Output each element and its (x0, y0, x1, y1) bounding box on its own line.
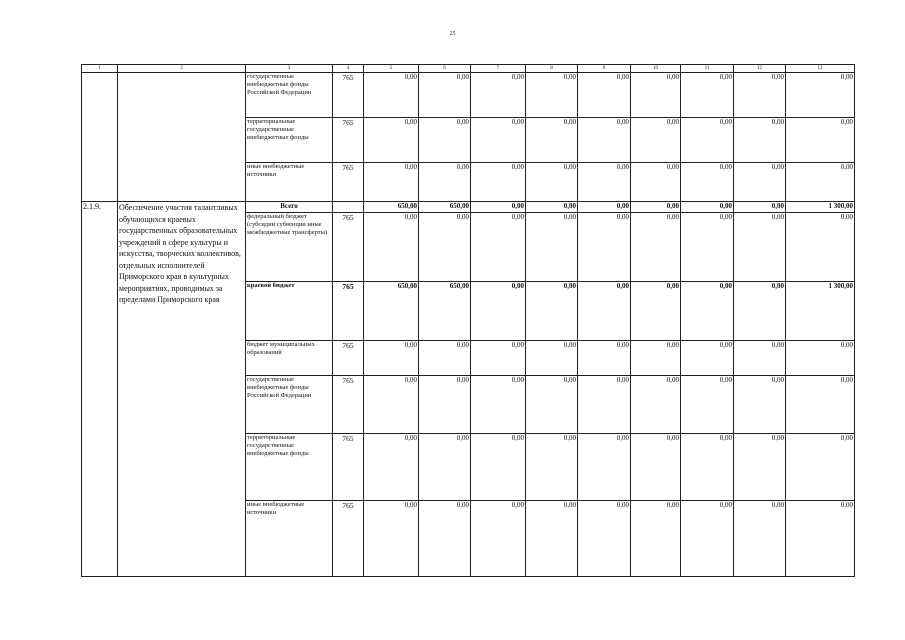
value-cell-col-12: 0,00 (734, 73, 786, 117)
value-cell-col-13: 1 300,00 (786, 202, 855, 213)
value-cell-col-7: 0,00 (471, 433, 526, 501)
value-cell-col-5: 0,00 (364, 213, 419, 282)
value-cell-col-7: 0,00 (471, 501, 526, 577)
column-number-2: 2 (118, 65, 246, 73)
value-cell-col-10: 0,00 (631, 282, 681, 341)
value-cell-col-10: 0,00 (631, 213, 681, 282)
value-cell-col-12: 0,00 (734, 340, 786, 375)
value-cell-col-12: 0,00 (734, 202, 786, 213)
value-cell-col-5: 0,00 (364, 117, 419, 162)
value-cell-col-6: 0,00 (419, 501, 471, 577)
value-cell-col-13: 0,00 (786, 433, 855, 501)
item-description: Обеспечение участия талантливых обучающихся краевых государственных образовательных учреждений в сфере культуры и искусства, творческих коллективов, отдельных исполнителей Приморского края в культурных мероприятиях, проводимых за пределами Приморского края (118, 202, 246, 577)
funding-source-cell: иные внебюджетные источники (246, 162, 333, 201)
value-cell-col-12: 0,00 (734, 162, 786, 201)
column-number-row (82, 65, 855, 73)
column-number-5: 5 (364, 65, 419, 73)
code-cell: 765 (333, 117, 364, 162)
value-cell-col-10: 0,00 (631, 433, 681, 501)
value-cell-col-10: 0,00 (631, 340, 681, 375)
funding-source-cell: иные внебюджетные источники (246, 501, 333, 577)
column-number-13: 13 (786, 65, 855, 73)
code-cell: 765 (333, 433, 364, 501)
value-cell-col-9: 0,00 (578, 375, 631, 433)
value-cell-col-9: 0,00 (578, 73, 631, 117)
total-label: Всего (246, 202, 333, 213)
value-cell-col-6: 0,00 (419, 433, 471, 501)
value-cell-col-7: 0,00 (471, 282, 526, 341)
value-cell-col-10: 0,00 (631, 375, 681, 433)
value-cell-col-9: 0,00 (578, 501, 631, 577)
code-cell: 765 (333, 213, 364, 282)
code-cell: 765 (333, 501, 364, 577)
value-cell-col-11: 0,00 (681, 117, 734, 162)
value-cell-col-9: 0,00 (578, 282, 631, 341)
value-cell-col-8: 0,00 (526, 162, 578, 201)
value-cell-col-10: 0,00 (631, 501, 681, 577)
budget-table (81, 64, 855, 577)
value-cell-col-12: 0,00 (734, 213, 786, 282)
funding-source-cell: территориальные государственные внебюджетные фонды (246, 117, 333, 162)
code-cell: 765 (333, 340, 364, 375)
column-number-1: 1 (82, 65, 118, 73)
value-cell-col-8: 0,00 (526, 282, 578, 341)
value-cell-col-6: 0,00 (419, 117, 471, 162)
column-number-8: 8 (526, 65, 578, 73)
value-cell-col-7: 0,00 (471, 162, 526, 201)
value-cell-col-11: 0,00 (681, 202, 734, 213)
code-cell: 765 (333, 162, 364, 201)
value-cell-col-13: 0,00 (786, 340, 855, 375)
value-cell-col-5: 0,00 (364, 433, 419, 501)
value-cell-col-8: 0,00 (526, 73, 578, 117)
value-cell-col-8: 0,00 (526, 117, 578, 162)
value-cell-col-9: 0,00 (578, 433, 631, 501)
value-cell-col-6: 650,00 (419, 202, 471, 213)
column-number-3: 3 (246, 65, 333, 73)
value-cell-col-9: 0,00 (578, 117, 631, 162)
value-cell-col-5: 0,00 (364, 375, 419, 433)
value-cell-col-13: 1 300,00 (786, 282, 855, 341)
column-number-10: 10 (631, 65, 681, 73)
column-number-7: 7 (471, 65, 526, 73)
page-number: 25 (449, 31, 456, 37)
funding-source-cell: федеральный бюджет (субсидии субвенции иные межбюджетные трансферты) (246, 213, 333, 282)
code-cell (333, 202, 364, 213)
value-cell-col-7: 0,00 (471, 117, 526, 162)
value-cell-col-10: 0,00 (631, 73, 681, 117)
value-cell-col-7: 0,00 (471, 73, 526, 117)
value-cell-col-11: 0,00 (681, 73, 734, 117)
table-row (82, 73, 855, 117)
value-cell-col-5: 0,00 (364, 340, 419, 375)
funding-source-cell: краевой бюджет (246, 282, 333, 341)
value-cell-col-12: 0,00 (734, 433, 786, 501)
value-cell-col-13: 0,00 (786, 117, 855, 162)
value-cell-col-13: 0,00 (786, 501, 855, 577)
value-cell-col-7: 0,00 (471, 340, 526, 375)
value-cell-col-5: 0,00 (364, 501, 419, 577)
value-cell-col-6: 0,00 (419, 375, 471, 433)
code-cell: 765 (333, 282, 364, 341)
value-cell-col-8: 0,00 (526, 213, 578, 282)
code-cell: 765 (333, 375, 364, 433)
value-cell-col-11: 0,00 (681, 282, 734, 341)
funding-source-cell: государственные внебюджетные фонды Российской Федерации (246, 375, 333, 433)
value-cell-col-11: 0,00 (681, 501, 734, 577)
value-cell-col-5: 0,00 (364, 162, 419, 201)
value-cell-col-7: 0,00 (471, 202, 526, 213)
value-cell-col-6: 0,00 (419, 340, 471, 375)
value-cell-col-13: 0,00 (786, 162, 855, 201)
value-cell-col-13: 0,00 (786, 375, 855, 433)
value-cell-col-8: 0,00 (526, 375, 578, 433)
value-cell-col-13: 0,00 (786, 73, 855, 117)
value-cell-col-6: 0,00 (419, 213, 471, 282)
value-cell-col-11: 0,00 (681, 433, 734, 501)
value-cell-col-8: 0,00 (526, 202, 578, 213)
funding-source-cell: бюджет муниципальных образований (246, 340, 333, 375)
funding-source-cell: государственные внебюджетные фонды Российской Федерации (246, 73, 333, 117)
value-cell-col-12: 0,00 (734, 117, 786, 162)
value-cell-col-7: 0,00 (471, 375, 526, 433)
value-cell-col-13: 0,00 (786, 213, 855, 282)
value-cell-col-12: 0,00 (734, 282, 786, 341)
value-cell-col-7: 0,00 (471, 213, 526, 282)
value-cell-col-6: 0,00 (419, 162, 471, 201)
value-cell-col-5: 0,00 (364, 73, 419, 117)
value-cell-col-5: 650,00 (364, 202, 419, 213)
total-row (82, 202, 855, 213)
value-cell-col-11: 0,00 (681, 213, 734, 282)
carry-description-cell (118, 73, 246, 202)
column-number-12: 12 (734, 65, 786, 73)
value-cell-col-11: 0,00 (681, 162, 734, 201)
value-cell-col-9: 0,00 (578, 340, 631, 375)
column-number-9: 9 (578, 65, 631, 73)
value-cell-col-9: 0,00 (578, 213, 631, 282)
value-cell-col-6: 650,00 (419, 282, 471, 341)
value-cell-col-9: 0,00 (578, 162, 631, 201)
value-cell-col-9: 0,00 (578, 202, 631, 213)
column-number-4: 4 (333, 65, 364, 73)
column-number-6: 6 (419, 65, 471, 73)
value-cell-col-10: 0,00 (631, 117, 681, 162)
value-cell-col-10: 0,00 (631, 202, 681, 213)
code-cell: 765 (333, 73, 364, 117)
value-cell-col-10: 0,00 (631, 162, 681, 201)
funding-source-cell: территориальные государственные внебюджетные фонды (246, 433, 333, 501)
value-cell-col-11: 0,00 (681, 375, 734, 433)
value-cell-col-12: 0,00 (734, 375, 786, 433)
value-cell-col-8: 0,00 (526, 340, 578, 375)
value-cell-col-8: 0,00 (526, 433, 578, 501)
value-cell-col-5: 650,00 (364, 282, 419, 341)
value-cell-col-8: 0,00 (526, 501, 578, 577)
value-cell-col-6: 0,00 (419, 73, 471, 117)
carry-index-cell (82, 73, 118, 202)
item-index: 2.1.9. (82, 202, 118, 577)
column-number-11: 11 (681, 65, 734, 73)
value-cell-col-12: 0,00 (734, 501, 786, 577)
value-cell-col-11: 0,00 (681, 340, 734, 375)
